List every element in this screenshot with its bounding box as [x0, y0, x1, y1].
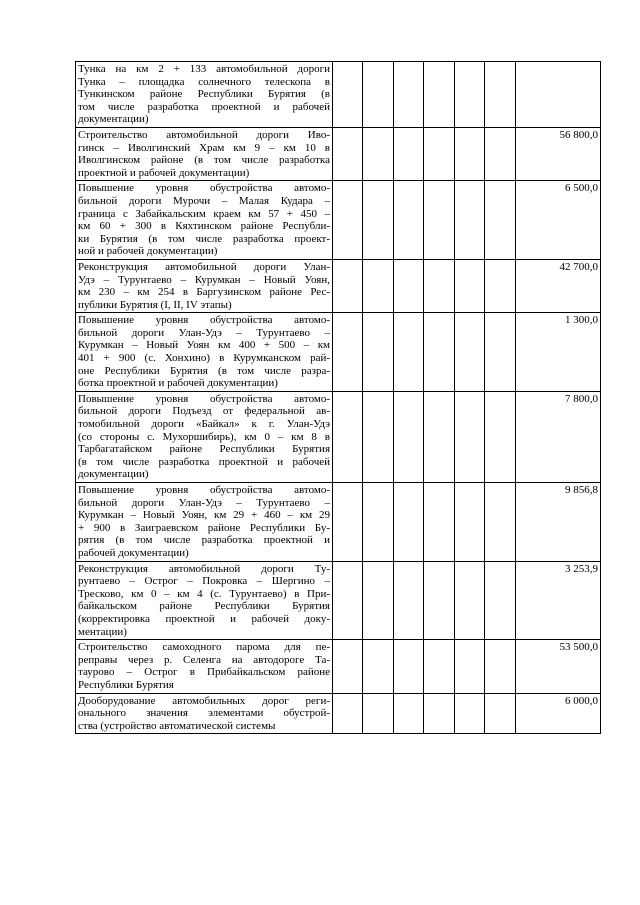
empty-cell: [363, 127, 394, 180]
description-line: (корректировка проектной и рабочей доку-: [78, 612, 330, 625]
empty-cell: [333, 483, 363, 562]
table-row: [76, 62, 601, 128]
table-row: [76, 483, 601, 562]
project-description-cell: [76, 483, 333, 562]
description-line: км 230 – км 254 в Баргузинском районе Рес-: [78, 286, 330, 299]
empty-cell: [485, 313, 516, 392]
empty-cell: [363, 313, 394, 392]
empty-cell: [394, 391, 424, 482]
empty-cell: [363, 62, 394, 128]
description-line: бильной дороги Мурочи – Малая Кудара –: [78, 194, 330, 207]
amount-cell: 6 500,0: [516, 181, 601, 260]
amount-cell: 56 800,0: [516, 127, 601, 180]
description-line: Строительство автомобильной дороги Иво-: [78, 128, 330, 141]
funding-table: [75, 61, 601, 734]
empty-cell: [455, 561, 485, 640]
description-line: Тресково, км 0 – км 4 (с. Турунтаево) в При-: [78, 587, 330, 600]
project-description-cell: [76, 181, 333, 260]
description-line: реправы через р. Селенга на автодороге Та-: [78, 653, 330, 666]
description-line: бильной дороги Подъезд от федеральной ав-: [78, 405, 330, 418]
amount-cell: 7 800,0: [516, 391, 601, 482]
project-description-cell: [76, 693, 333, 734]
description-line: Повышение уровня обустройства автомо-: [78, 392, 330, 405]
project-description-cell: [76, 561, 333, 640]
description-line: бильной дороги Улан-Удэ – Турунтаево –: [78, 326, 330, 339]
empty-cell: [363, 259, 394, 312]
empty-cell: [485, 640, 516, 693]
empty-cell: [424, 259, 455, 312]
table-body: [76, 62, 601, 734]
description-line: рятия (в том числе разработка проектной и: [78, 534, 330, 547]
table-row: [76, 313, 601, 392]
empty-cell: [455, 693, 485, 734]
amount-cell: 6 000,0: [516, 693, 601, 734]
empty-cell: [424, 640, 455, 693]
empty-cell: [424, 561, 455, 640]
description-line: том числе разработка проектной и рабочей: [78, 100, 330, 113]
empty-cell: [485, 127, 516, 180]
table-row: [76, 259, 601, 312]
description-line: Реконструкция автомобильной дороги Ту-: [78, 562, 330, 575]
empty-cell: [333, 181, 363, 260]
description-line: Дооборудование автомобильных дорог реги-: [78, 694, 330, 707]
empty-cell: [424, 391, 455, 482]
empty-cell: [363, 483, 394, 562]
empty-cell: [363, 391, 394, 482]
description-line: ной и рабочей документации): [78, 245, 218, 258]
empty-cell: [455, 640, 485, 693]
description-line: 401 + 900 (с. Хонхино) в Курумканском рай-: [78, 352, 330, 365]
empty-cell: [394, 181, 424, 260]
description-line: Иволгинском районе (в том числе разработка: [78, 154, 330, 167]
empty-cell: [333, 127, 363, 180]
empty-cell: [363, 693, 394, 734]
description-line: документации): [78, 113, 149, 126]
empty-cell: [424, 181, 455, 260]
empty-cell: [333, 62, 363, 128]
description-line: + 900 в Заиграевском районе Республики Бу-: [78, 521, 330, 534]
description-line: рабочей документации): [78, 546, 189, 559]
description-line: ства (устройство автоматической системы: [78, 719, 276, 732]
empty-cell: [394, 693, 424, 734]
empty-cell: [485, 391, 516, 482]
empty-cell: [424, 62, 455, 128]
amount-cell: 42 700,0: [516, 259, 601, 312]
empty-cell: [455, 127, 485, 180]
description-line: тауровo – Острог в Прибайкальском районе: [78, 666, 330, 679]
description-line: км 60 + 300 в Кяхтинском районе Республи-: [78, 220, 330, 233]
description-line: бильной дороги Улан-Удэ – Турунтаево –: [78, 496, 330, 509]
description-line: Повышение уровня обустройства автомо-: [78, 484, 330, 496]
empty-cell: [333, 391, 363, 482]
empty-cell: [333, 693, 363, 734]
description-line: проектной и рабочей документации): [78, 166, 250, 179]
description-line: Реконструкция автомобильной дороги Улан-: [78, 260, 330, 273]
description-line: (со стороны с. Мухоршибирь), км 0 – км 8 в: [78, 430, 330, 443]
description-line: томобильной дороги «Байкал» к г. Улан-Удэ: [78, 418, 330, 431]
description-line: Удэ – Турунтаево – Курумкан – Новый Уоян,: [78, 273, 330, 286]
description-line: Тункинском районе Республики Бурятия (в: [78, 88, 330, 101]
description-line: Тарбагатайском районе Республики Бурятия: [78, 443, 330, 456]
empty-cell: [455, 391, 485, 482]
amount-cell: 3 253,9: [516, 561, 601, 640]
description-line: Республики Бурятия: [78, 678, 174, 691]
amount-cell: 9 856,8: [516, 483, 601, 562]
empty-cell: [394, 62, 424, 128]
empty-cell: [394, 483, 424, 562]
empty-cell: [424, 127, 455, 180]
description-line: документации): [78, 468, 149, 481]
empty-cell: [455, 181, 485, 260]
project-description-cell: [76, 127, 333, 180]
empty-cell: [363, 561, 394, 640]
description-line: рунтаево – Острог – Покровка – Шергино –: [78, 575, 330, 588]
empty-cell: [485, 62, 516, 128]
empty-cell: [485, 561, 516, 640]
amount-cell: 53 500,0: [516, 640, 601, 693]
amount-cell: [516, 62, 601, 128]
description-line: ботка проектной и рабочей документации): [78, 377, 278, 390]
description-line: Курумкан – Новый Уоян км 400 + 500 – км: [78, 339, 330, 352]
table-row: [76, 127, 601, 180]
project-description-cell: [76, 62, 333, 128]
table-row: [76, 561, 601, 640]
empty-cell: [333, 640, 363, 693]
project-description-cell: [76, 391, 333, 482]
description-line: Курумкан – Новый Уоян, км 29 + 460 – км 29: [78, 509, 330, 522]
project-description-cell: [76, 640, 333, 693]
empty-cell: [424, 483, 455, 562]
description-line: Строительство самоходного парома для пе-: [78, 641, 330, 654]
description-line: оне Республики Бурятия (в том числе разра-: [78, 364, 330, 377]
table-row: [76, 181, 601, 260]
amount-cell: 1 300,0: [516, 313, 601, 392]
empty-cell: [333, 561, 363, 640]
empty-cell: [455, 313, 485, 392]
empty-cell: [455, 483, 485, 562]
project-description-cell: [76, 259, 333, 312]
empty-cell: [394, 313, 424, 392]
empty-cell: [363, 181, 394, 260]
empty-cell: [333, 313, 363, 392]
empty-cell: [455, 259, 485, 312]
description-line: публики Бурятия (I, II, IV этапы): [78, 298, 232, 311]
empty-cell: [485, 259, 516, 312]
description-line: Повышение уровня обустройства автомо-: [78, 314, 330, 327]
table-row: [76, 391, 601, 482]
description-line: Тунка – площадка солнечного телескопа в: [78, 75, 330, 88]
empty-cell: [363, 640, 394, 693]
empty-cell: [394, 561, 424, 640]
empty-cell: [455, 62, 485, 128]
table-row: [76, 693, 601, 734]
empty-cell: [394, 640, 424, 693]
empty-cell: [424, 693, 455, 734]
table-row: [76, 640, 601, 693]
empty-cell: [485, 693, 516, 734]
description-line: (в том числе разработка проектной и рабочей: [78, 455, 330, 468]
description-line: ки Бурятия (в том числе разработка проект-: [78, 232, 330, 245]
empty-cell: [394, 259, 424, 312]
description-line: Тунка на км 2 + 133 автомобильной дороги: [78, 63, 330, 75]
empty-cell: [424, 313, 455, 392]
description-line: ментации): [78, 625, 127, 638]
description-line: Повышение уровня обустройства автомо-: [78, 182, 330, 195]
description-line: граница с Забайкальским краем км 57 + 450 –: [78, 207, 330, 220]
empty-cell: [333, 259, 363, 312]
description-line: гинск – Иволгинский Храм км 9 – км 10 в: [78, 141, 330, 154]
description-line: онального значения элементами обустрой-: [78, 707, 330, 720]
description-line: байкальском районе Республики Бурятия: [78, 600, 330, 613]
empty-cell: [485, 181, 516, 260]
empty-cell: [485, 483, 516, 562]
project-description-cell: [76, 313, 333, 392]
empty-cell: [394, 127, 424, 180]
